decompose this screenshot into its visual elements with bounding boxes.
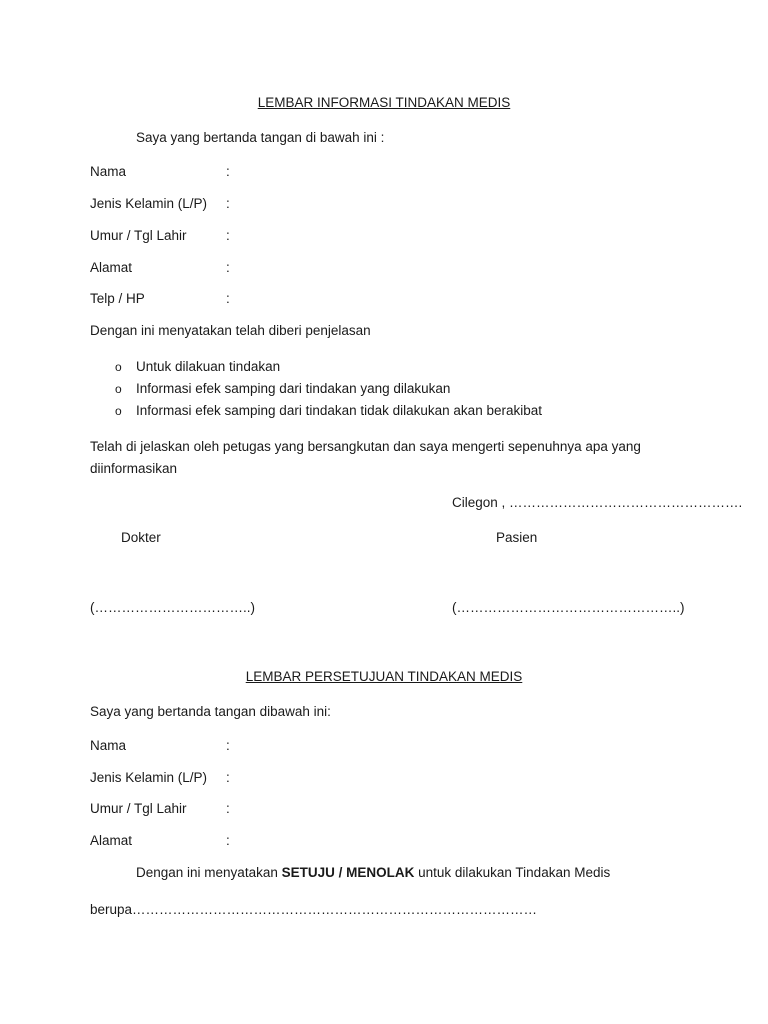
statement-pre: Dengan ini menyatakan: [136, 865, 282, 880]
field-label: Umur / Tgl Lahir: [90, 228, 187, 243]
explained-line-2: diinformasikan: [90, 461, 178, 476]
field-colon: :: [226, 738, 230, 753]
section2-intro: Saya yang bertanda tangan dibawah ini:: [90, 704, 331, 719]
place-date: Cilegon , …………………………………………….: [452, 495, 743, 510]
bullet-marker: o: [115, 360, 122, 374]
berupa-line: berupa………………………………………………………………………………: [90, 902, 538, 917]
doctor-signature-line: (……………………………..): [90, 600, 255, 615]
statement-post: untuk dilakukan Tindakan Medis: [414, 865, 611, 880]
field-label: Nama: [90, 164, 127, 179]
section1-statement: Dengan ini menyatakan telah diberi penjelasan: [90, 323, 371, 338]
field-colon: :: [226, 801, 230, 816]
field-colon: :: [226, 291, 230, 306]
section1-intro: Saya yang bertanda tangan di bawah ini :: [136, 130, 385, 145]
section2-statement: [136, 865, 610, 880]
field-colon: :: [226, 260, 230, 275]
bullet-text: Informasi efek samping dari tindakan tidak dilakukan akan berakibat: [136, 403, 542, 418]
field-label: Telp / HP: [90, 291, 145, 306]
patient-label: Pasien: [496, 530, 538, 545]
field-colon: :: [226, 164, 230, 179]
section1-title: LEMBAR INFORMASI TINDAKAN MEDIS: [257, 95, 511, 110]
field-label: Nama: [90, 738, 127, 753]
section2-title: LEMBAR PERSETUJUAN TINDAKAN MEDIS: [245, 669, 523, 684]
explained-line-1: Telah di jelaskan oleh petugas yang bersangkutan dan saya mengerti sepenuhnya apa yang: [90, 439, 641, 454]
field-label: Jenis Kelamin (L/P): [90, 770, 208, 785]
field-colon: :: [226, 833, 230, 848]
field-colon: :: [226, 770, 230, 785]
field-label: Jenis Kelamin (L/P): [90, 196, 208, 211]
field-label: Umur / Tgl Lahir: [90, 801, 187, 816]
bullet-marker: o: [115, 404, 122, 418]
field-colon: :: [226, 196, 230, 211]
patient-signature-line: (…………………………………………..): [452, 600, 685, 615]
doctor-label: Dokter: [121, 530, 161, 545]
field-label: Alamat: [90, 260, 133, 275]
bullet-text: Informasi efek samping dari tindakan yang dilakukan: [136, 381, 451, 396]
bullet-text: Untuk dilakuan tindakan: [136, 359, 281, 374]
statement-choice: SETUJU / MENOLAK: [281, 865, 415, 880]
field-colon: :: [226, 228, 230, 243]
bullet-marker: o: [115, 382, 122, 396]
field-label: Alamat: [90, 833, 133, 848]
